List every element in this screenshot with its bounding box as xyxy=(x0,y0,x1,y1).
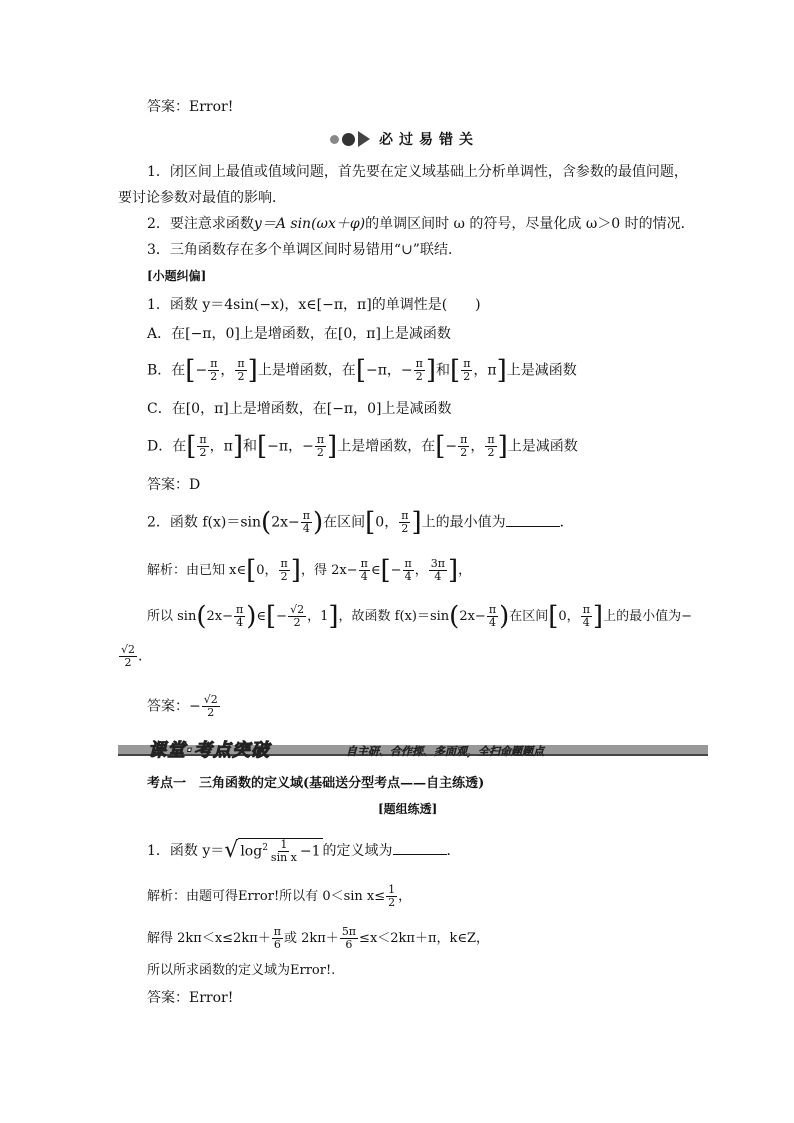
fraction xyxy=(279,558,290,583)
text: 2x− xyxy=(206,609,233,624)
text: 上的最小值为− xyxy=(603,609,692,624)
num: π xyxy=(463,357,471,370)
num: √2 xyxy=(203,693,218,706)
den: 2 xyxy=(210,370,218,383)
text: π xyxy=(487,362,497,379)
bracket: [ xyxy=(435,431,446,462)
topic-title: 考点一 三角函数的定义域(基础送分型考点——自主练透) xyxy=(147,776,485,791)
text: −π， xyxy=(267,438,303,455)
solution-1 xyxy=(147,555,472,586)
num: π xyxy=(273,925,281,938)
text: 在区间 xyxy=(509,609,549,624)
den: 6 xyxy=(345,938,353,951)
text: − xyxy=(400,362,413,379)
num: π xyxy=(582,603,590,616)
num: 3π xyxy=(430,557,445,570)
fraction xyxy=(403,558,414,583)
paren: ) xyxy=(499,601,510,632)
text: − xyxy=(445,438,458,455)
bracket: [ xyxy=(365,507,376,538)
num: 1 xyxy=(388,883,396,896)
text: ， xyxy=(473,362,488,379)
den: 2 xyxy=(487,446,495,459)
den: 4 xyxy=(488,616,496,629)
fraction xyxy=(288,604,306,629)
paragraph-2 xyxy=(147,215,695,233)
answer-blank[interactable] xyxy=(506,514,560,527)
num: π xyxy=(236,603,244,616)
num: π xyxy=(487,433,495,446)
fraction xyxy=(485,434,496,459)
text: ， xyxy=(264,563,278,578)
num: √2 xyxy=(290,603,305,616)
text: −1 xyxy=(299,843,321,860)
fraction xyxy=(461,358,472,383)
paren: ) xyxy=(312,507,324,538)
text: 0 xyxy=(558,609,567,624)
fraction xyxy=(458,434,469,459)
bracket: ] xyxy=(327,431,338,462)
option-a: A．在[−π，0]上是增函数，在[0，π]上是减函数 xyxy=(147,326,451,342)
text: B．在 xyxy=(147,362,186,379)
bracket: ] xyxy=(247,355,258,386)
text: 2x− xyxy=(459,609,486,624)
fraction xyxy=(429,558,447,583)
fraction xyxy=(208,358,219,383)
num: √2 xyxy=(121,643,136,656)
den: 2 xyxy=(460,446,468,459)
text: ∈ xyxy=(370,563,381,578)
text: ． xyxy=(446,843,461,860)
sqrt-expression: $\log^2$ $\frac{1}{\text{sin x}}$ −1 xyxy=(240,838,321,865)
section-header xyxy=(330,129,479,149)
den: 2 xyxy=(388,896,396,909)
bracket: [ xyxy=(380,555,391,586)
solution-4 xyxy=(147,926,489,951)
den: 2 xyxy=(463,370,471,383)
question-3: 1．函数 y＝√ $\log^2$ $\frac{1}{\text{sin x}}$ −1 的定义域为 ． xyxy=(147,838,461,865)
num: 1 xyxy=(280,838,288,852)
num: π xyxy=(280,557,288,570)
text: 1．函数 y＝ xyxy=(147,843,225,860)
num: π xyxy=(460,433,468,446)
option-d xyxy=(147,431,578,462)
num: π xyxy=(360,557,368,570)
bracket: ] xyxy=(328,601,339,632)
fraction xyxy=(234,604,245,629)
question-2 xyxy=(147,507,574,538)
answer-2 xyxy=(147,694,221,719)
banner-title: 课堂·考点突破 xyxy=(148,740,270,761)
num: π xyxy=(210,357,218,370)
num: π xyxy=(401,509,409,522)
den: 4 xyxy=(302,522,310,535)
dot-icon xyxy=(330,135,339,144)
bracket: [ xyxy=(450,355,461,386)
num: π xyxy=(488,603,497,616)
fraction xyxy=(235,358,246,383)
bracket: [ xyxy=(266,601,277,632)
fraction xyxy=(202,694,220,719)
answer-line-1: 答案：Error! xyxy=(147,99,234,115)
bracket: [ xyxy=(548,601,559,632)
num: 5π xyxy=(341,925,357,938)
den: 4 xyxy=(360,570,368,583)
den: 4 xyxy=(404,570,412,583)
text: ， xyxy=(398,889,412,904)
fraction xyxy=(269,839,299,864)
text: 上是减函数 xyxy=(507,438,578,455)
fraction xyxy=(301,510,312,535)
bracket: [ xyxy=(256,431,268,462)
text: 0 xyxy=(256,563,265,578)
fraction xyxy=(119,644,137,669)
text: 答案：− xyxy=(147,698,201,715)
banner-subtitle: 自主研、合作探、多面观，全扫命题题点 xyxy=(346,745,544,758)
small-title: [小题纠偏] xyxy=(147,269,207,283)
den: 4 xyxy=(582,616,590,629)
text: ， xyxy=(566,609,580,624)
text: 上的最小值为 xyxy=(421,514,506,531)
bracket: ] xyxy=(411,507,422,538)
den: 2 xyxy=(124,656,132,669)
text: 2x− xyxy=(271,514,300,531)
text: π xyxy=(223,438,233,455)
den: 4 xyxy=(236,616,244,629)
section-banner xyxy=(118,738,708,761)
arrow-icon xyxy=(358,131,370,147)
text: 上是增函数，在 xyxy=(257,362,356,379)
den: 2 xyxy=(401,522,409,535)
bracket: ] xyxy=(447,555,459,586)
text: − xyxy=(302,438,314,455)
fraction xyxy=(272,926,283,951)
den: 2 xyxy=(199,446,207,459)
text: 2．函数 f(x)＝sin xyxy=(147,514,262,531)
text: ，得 2x− xyxy=(300,563,358,578)
text: ， xyxy=(307,609,321,624)
text: ≤x＜2kπ＋π，k∈Z， xyxy=(359,931,490,946)
text: 在区间 xyxy=(323,514,366,531)
answer-blank[interactable] xyxy=(393,842,447,855)
num: π xyxy=(415,357,423,370)
answer-d: 答案：D xyxy=(147,477,201,493)
text: ∈ xyxy=(256,609,267,624)
text: 1 xyxy=(320,609,329,624)
bracket: ] xyxy=(496,355,507,386)
text: ， xyxy=(470,438,485,455)
text: − xyxy=(390,563,402,578)
solution-2 xyxy=(147,601,692,632)
num: π xyxy=(237,357,245,370)
num: π xyxy=(199,433,207,446)
text: 所以 sin xyxy=(147,609,197,624)
section-title: 必过易错关 xyxy=(379,132,479,148)
paren: ( xyxy=(261,507,272,538)
text: 解析：由题可得Error!所以有 0＜sin x≤ xyxy=(147,889,386,904)
text: 解得 2kπ＜x≤2kπ＋ xyxy=(147,931,271,946)
option-b xyxy=(147,355,577,386)
text: 0 xyxy=(375,514,385,531)
text: 上是增函数，在 xyxy=(337,438,436,455)
den: sin x xyxy=(270,851,297,865)
bracket: ] xyxy=(290,555,301,586)
paragraph-3: 3．三角函数存在多个单调区间时易错用“∪”联结． xyxy=(147,242,462,258)
text: ， xyxy=(209,438,224,455)
text: −π， xyxy=(365,362,401,379)
bracket: [ xyxy=(246,555,257,586)
text: ． xyxy=(559,514,574,531)
paragraph-1a: 1．闭区间上最值或值域问题，首先要在定义域基础上分析单调性，含参数的最值问题， xyxy=(147,164,688,180)
den: 6 xyxy=(273,938,281,951)
exercise-title: [题组练透] xyxy=(378,802,438,816)
den: 2 xyxy=(293,616,301,629)
den: 2 xyxy=(316,446,324,459)
den: 2 xyxy=(415,370,423,383)
text: − xyxy=(276,609,288,624)
fraction xyxy=(581,604,592,629)
bracket: ] xyxy=(425,355,437,386)
text: 2．要注意求函数 xyxy=(147,216,254,232)
bracket: [ xyxy=(185,355,196,386)
bracket: ] xyxy=(232,431,243,462)
text: 的定义域为 xyxy=(322,843,393,860)
paren: ) xyxy=(246,601,257,632)
bracket: ] xyxy=(592,601,604,632)
solution-3 xyxy=(147,884,411,909)
bracket: [ xyxy=(355,355,366,386)
option-c: C．在[0，π]上是增函数，在[−π，0]上是减函数 xyxy=(147,401,452,417)
solution-2-cont: $\frac{√2}{2}$ . xyxy=(121,643,143,669)
text: ， xyxy=(414,563,428,578)
paragraph-1b: 要讨论参数对最值的影响． xyxy=(118,190,286,206)
text: 上是减函数 xyxy=(506,362,577,379)
paren: ( xyxy=(449,601,460,632)
text: ， xyxy=(384,514,399,531)
text: − xyxy=(195,362,208,379)
solution-5: 所以所求函数的定义域为Error!. xyxy=(147,963,336,978)
den: 4 xyxy=(434,570,442,583)
text: log xyxy=(240,843,263,860)
text: 或 2kπ＋ xyxy=(283,931,339,946)
bracket: [ xyxy=(186,431,197,462)
den: 2 xyxy=(280,570,288,583)
formula: y＝A sin(ωx＋φ) xyxy=(253,216,366,232)
text: 的单调区间时 ω 的符号，尽量化成 ω＞0 时的情况． xyxy=(365,216,695,232)
text: D．在 xyxy=(147,438,187,455)
text: ， xyxy=(220,362,235,379)
num: π xyxy=(302,509,310,522)
fraction xyxy=(315,434,326,459)
fraction xyxy=(399,510,410,535)
num: π xyxy=(404,557,412,570)
den: 2 xyxy=(237,370,245,383)
fraction xyxy=(414,358,425,383)
fraction xyxy=(197,434,208,459)
question-1: 1．函数 y＝4sin(−x)，x∈[−π，π]的单调性是( ) xyxy=(147,297,481,313)
fraction xyxy=(340,926,358,951)
text: 和 xyxy=(242,438,257,455)
text: 解析：由已知 x∈ xyxy=(147,563,247,578)
bracket: ] xyxy=(497,431,508,462)
text: ， xyxy=(458,563,472,578)
text: 和 xyxy=(436,362,451,379)
paren: ( xyxy=(196,601,207,632)
fraction xyxy=(386,884,397,909)
text: ，故函数 f(x)＝sin xyxy=(338,609,450,624)
dot-icon xyxy=(342,133,355,146)
answer-3: 答案：Error! xyxy=(147,990,234,1006)
num: π xyxy=(316,433,325,446)
fraction xyxy=(487,604,498,629)
den: 2 xyxy=(207,706,215,719)
fraction xyxy=(359,558,370,583)
